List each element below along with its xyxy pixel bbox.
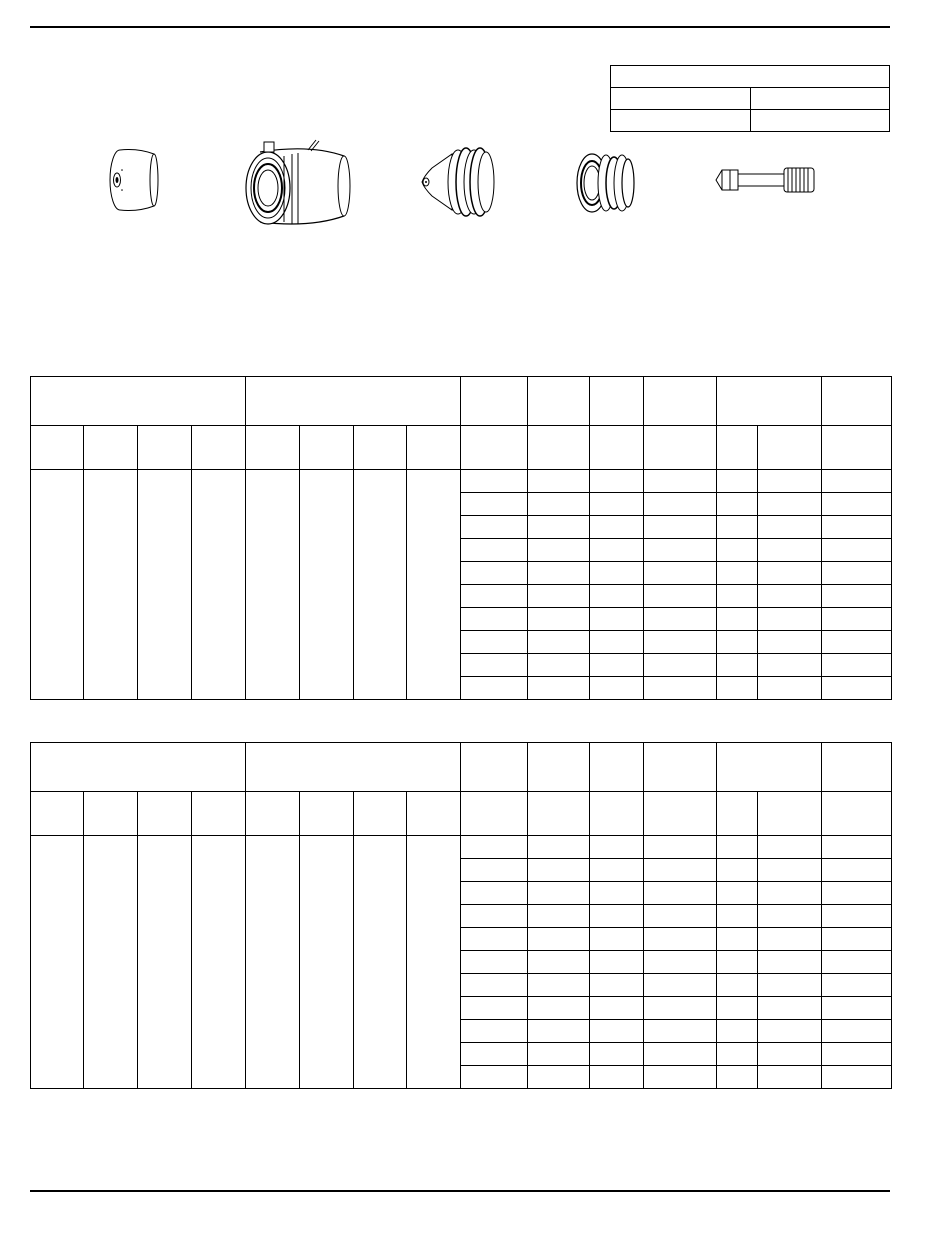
subheader-cell — [717, 426, 758, 470]
table-cell — [461, 1043, 528, 1066]
table-cell — [644, 516, 717, 539]
subheader-cell — [461, 426, 528, 470]
subheader-cell — [246, 426, 300, 470]
table-cell — [822, 493, 892, 516]
header-group — [717, 743, 822, 792]
table-cell — [644, 836, 717, 859]
table-cell — [590, 608, 644, 631]
table-cell — [590, 539, 644, 562]
table-cell — [644, 997, 717, 1020]
table-cell — [644, 859, 717, 882]
table-cell — [758, 470, 822, 493]
subheader-cell — [644, 792, 717, 836]
table-cell — [758, 997, 822, 1020]
subheader-cell — [84, 792, 138, 836]
table-cell — [461, 631, 528, 654]
table-cell — [528, 608, 590, 631]
reference-cell — [751, 110, 890, 132]
table-cell — [717, 836, 758, 859]
table-cell — [644, 677, 717, 700]
header-cell — [822, 743, 892, 792]
table-cell — [590, 493, 644, 516]
table-cell — [822, 928, 892, 951]
merged-cell — [246, 836, 300, 1089]
subheader-cell — [300, 426, 354, 470]
table-cell — [590, 1043, 644, 1066]
subheader-cell — [717, 792, 758, 836]
table-cell — [461, 1020, 528, 1043]
reference-table-header — [611, 66, 890, 88]
table-cell — [590, 951, 644, 974]
table-cell — [590, 1020, 644, 1043]
reference-cell — [751, 88, 890, 110]
table-cell — [644, 974, 717, 997]
table-cell — [758, 539, 822, 562]
table-cell — [528, 974, 590, 997]
merged-cell — [31, 836, 84, 1089]
table-cell — [717, 539, 758, 562]
table-cell — [528, 470, 590, 493]
table-cell — [758, 882, 822, 905]
table-cell — [717, 905, 758, 928]
table-cell — [590, 836, 644, 859]
table-cell — [822, 539, 892, 562]
subheader-cell — [822, 792, 892, 836]
merged-cell — [138, 470, 192, 700]
table-cell — [717, 1066, 758, 1089]
table-cell — [461, 470, 528, 493]
header-cell — [822, 377, 892, 426]
header-group — [717, 377, 822, 426]
table-cell — [822, 516, 892, 539]
cut-chart-table-2 — [30, 742, 892, 1089]
table-cell — [758, 836, 822, 859]
subheader-cell — [528, 426, 590, 470]
subheader-cell — [84, 426, 138, 470]
table-cell — [717, 470, 758, 493]
table-cell — [717, 585, 758, 608]
header-cell — [590, 743, 644, 792]
header-cell — [528, 743, 590, 792]
table-cell — [717, 608, 758, 631]
header-group — [246, 743, 461, 792]
table-cell — [758, 905, 822, 928]
table-cell — [758, 1043, 822, 1066]
table-cell — [758, 585, 822, 608]
table-cell — [822, 1066, 892, 1089]
table-cell — [590, 654, 644, 677]
table-cell — [822, 882, 892, 905]
merged-cell — [192, 836, 246, 1089]
table-cell — [461, 974, 528, 997]
table-cell — [528, 951, 590, 974]
subheader-cell — [758, 426, 822, 470]
table-cell — [590, 562, 644, 585]
merged-cell — [300, 470, 354, 700]
table-cell — [644, 1043, 717, 1066]
table-cell — [461, 905, 528, 928]
table-cell — [528, 585, 590, 608]
table-cell — [717, 951, 758, 974]
table-cell — [822, 654, 892, 677]
table-cell — [590, 631, 644, 654]
header-cell — [590, 377, 644, 426]
table-row — [31, 836, 892, 859]
table-cell — [822, 470, 892, 493]
table-cell — [590, 997, 644, 1020]
table-cell — [758, 654, 822, 677]
table-cell — [644, 493, 717, 516]
table-cell — [758, 974, 822, 997]
table-cell — [758, 631, 822, 654]
table-cell — [822, 859, 892, 882]
table-cell — [822, 905, 892, 928]
table-cell — [717, 631, 758, 654]
merged-cell — [31, 470, 84, 700]
table-cell — [717, 562, 758, 585]
merged-cell — [84, 836, 138, 1089]
table-cell — [528, 1020, 590, 1043]
table-cell — [590, 974, 644, 997]
subheader-cell — [31, 792, 84, 836]
table-cell — [644, 585, 717, 608]
table-cell — [822, 1020, 892, 1043]
table-cell — [717, 493, 758, 516]
table-cell — [717, 654, 758, 677]
table-cell — [528, 859, 590, 882]
subheader-cell — [528, 792, 590, 836]
subheader-cell — [644, 426, 717, 470]
bottom-rule — [30, 1190, 890, 1192]
table-cell — [644, 928, 717, 951]
table-cell — [528, 562, 590, 585]
table-cell — [590, 585, 644, 608]
table-cell — [461, 608, 528, 631]
table-cell — [461, 882, 528, 905]
table-cell — [822, 836, 892, 859]
subheader-cell — [590, 792, 644, 836]
subheader-cell — [407, 792, 461, 836]
table-cell — [461, 654, 528, 677]
merged-cell — [407, 836, 461, 1089]
merged-cell — [192, 470, 246, 700]
table-cell — [644, 631, 717, 654]
table-cell — [590, 470, 644, 493]
merged-cell — [84, 470, 138, 700]
table-cell — [758, 1020, 822, 1043]
table-cell — [590, 928, 644, 951]
table-cell — [822, 631, 892, 654]
table-cell — [717, 1043, 758, 1066]
table-cell — [528, 539, 590, 562]
table-row — [31, 470, 892, 493]
table-cell — [461, 859, 528, 882]
table-cell — [590, 1066, 644, 1089]
subheader-cell — [758, 792, 822, 836]
table-cell — [590, 516, 644, 539]
table-cell — [644, 470, 717, 493]
nozzle-icon — [418, 146, 498, 218]
table-cell — [717, 859, 758, 882]
subheader-cell — [246, 792, 300, 836]
table-cell — [822, 974, 892, 997]
table-cell — [528, 928, 590, 951]
table-cell — [528, 905, 590, 928]
consumable-parts-row — [0, 130, 950, 240]
subheader-cell — [138, 426, 192, 470]
table-cell — [758, 562, 822, 585]
table-cell — [528, 997, 590, 1020]
table-cell — [717, 928, 758, 951]
table-cell — [758, 1066, 822, 1089]
merged-cell — [407, 470, 461, 700]
subheader-cell — [300, 792, 354, 836]
table-cell — [461, 997, 528, 1020]
header-group — [31, 377, 246, 426]
subheader-cell — [590, 426, 644, 470]
subheader-cell — [407, 426, 461, 470]
table-cell — [644, 882, 717, 905]
table-cell — [528, 516, 590, 539]
table-cell — [461, 928, 528, 951]
merged-cell — [246, 470, 300, 700]
table-cell — [717, 974, 758, 997]
table-cell — [461, 1066, 528, 1089]
merged-cell — [300, 836, 354, 1089]
table-cell — [461, 836, 528, 859]
table-cell — [644, 539, 717, 562]
table-cell — [758, 677, 822, 700]
table-cell — [528, 1043, 590, 1066]
table-cell — [528, 1066, 590, 1089]
table-cell — [822, 951, 892, 974]
header-group — [31, 743, 246, 792]
table-cell — [717, 677, 758, 700]
table-cell — [822, 562, 892, 585]
table-cell — [590, 905, 644, 928]
header-cell — [461, 743, 528, 792]
table-cell — [461, 562, 528, 585]
table-cell — [758, 608, 822, 631]
table-cell — [717, 882, 758, 905]
reference-table — [610, 65, 890, 132]
header-cell — [644, 377, 717, 426]
table-cell — [822, 997, 892, 1020]
table-cell — [822, 608, 892, 631]
shield-icon — [108, 140, 168, 220]
subheader-cell — [192, 426, 246, 470]
table-cell — [758, 516, 822, 539]
table-cell — [717, 1020, 758, 1043]
table-cell — [644, 905, 717, 928]
table-cell — [758, 493, 822, 516]
subheader-cell — [192, 792, 246, 836]
table-cell — [528, 677, 590, 700]
table-cell — [590, 859, 644, 882]
table-cell — [590, 677, 644, 700]
table-cell — [528, 882, 590, 905]
table-cell — [461, 516, 528, 539]
table-cell — [644, 951, 717, 974]
reference-cell — [611, 88, 751, 110]
subheader-cell — [822, 426, 892, 470]
header-cell — [644, 743, 717, 792]
table-cell — [758, 859, 822, 882]
table-cell — [528, 654, 590, 677]
table-cell — [717, 516, 758, 539]
table-cell — [644, 608, 717, 631]
subheader-cell — [31, 426, 84, 470]
table-cell — [461, 585, 528, 608]
table-cell — [590, 882, 644, 905]
table-cell — [758, 951, 822, 974]
table-cell — [717, 997, 758, 1020]
table-cell — [644, 654, 717, 677]
table-cell — [461, 677, 528, 700]
subheader-cell — [138, 792, 192, 836]
table-cell — [461, 951, 528, 974]
header-cell — [461, 377, 528, 426]
reference-cell — [611, 110, 751, 132]
table-cell — [822, 585, 892, 608]
subheader-cell — [461, 792, 528, 836]
table-cell — [644, 1066, 717, 1089]
table-cell — [461, 493, 528, 516]
merged-cell — [354, 836, 407, 1089]
table-cell — [644, 1020, 717, 1043]
table-cell — [822, 1043, 892, 1066]
table-cell — [461, 539, 528, 562]
merged-cell — [354, 470, 407, 700]
header-cell — [528, 377, 590, 426]
table-cell — [528, 836, 590, 859]
table-cell — [528, 631, 590, 654]
table-cell — [644, 562, 717, 585]
table-cell — [822, 677, 892, 700]
table-cell — [528, 493, 590, 516]
cut-chart-table-1 — [30, 376, 892, 700]
subheader-cell — [354, 792, 407, 836]
merged-cell — [138, 836, 192, 1089]
header-group — [246, 377, 461, 426]
top-rule — [30, 26, 890, 28]
swirl-ring-icon — [572, 150, 638, 216]
table-cell — [758, 928, 822, 951]
electrode-icon — [714, 160, 818, 200]
retaining-cap-icon — [240, 138, 355, 230]
subheader-cell — [354, 426, 407, 470]
